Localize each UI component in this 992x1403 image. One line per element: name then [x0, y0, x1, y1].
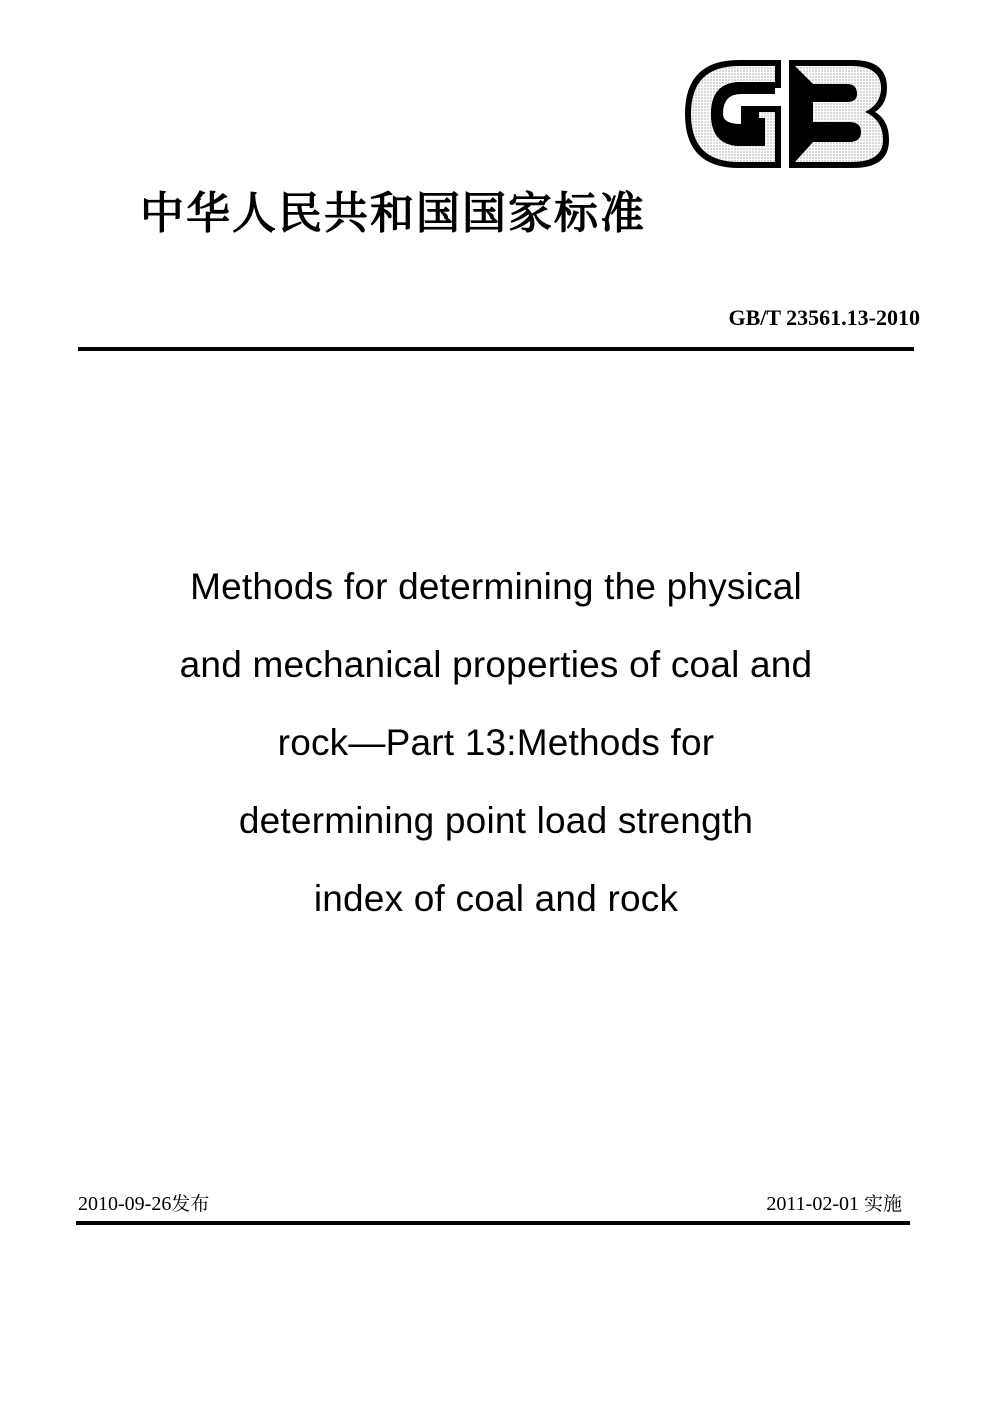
- document-title: [60, 548, 932, 938]
- issue-date-block: [78, 1190, 209, 1218]
- title-line-2: and mechanical properties of coal and: [179, 644, 813, 685]
- national-standard-heading: 中华人民共和国国家标准: [140, 188, 646, 239]
- gb-logo-icon: [683, 58, 891, 170]
- title-line-4: determining point load strength: [238, 800, 754, 841]
- implement-date: 2011-02-01: [766, 1193, 859, 1215]
- standard-number: GB/T 23561.13-2010: [728, 305, 920, 330]
- bottom-divider: [76, 1221, 910, 1225]
- title-line-5: index of coal and rock: [313, 878, 679, 919]
- top-divider: [78, 347, 914, 351]
- implement-label: 实施: [863, 1193, 902, 1215]
- implement-date-block: [766, 1190, 902, 1218]
- issue-label: 发布: [171, 1193, 210, 1215]
- title-line-1: Methods for determining the physical: [190, 566, 802, 607]
- issue-date: 2010-09-26: [78, 1193, 172, 1215]
- dates-row: [78, 1190, 902, 1218]
- title-line-3: rock—Part 13:Methods for: [277, 722, 715, 763]
